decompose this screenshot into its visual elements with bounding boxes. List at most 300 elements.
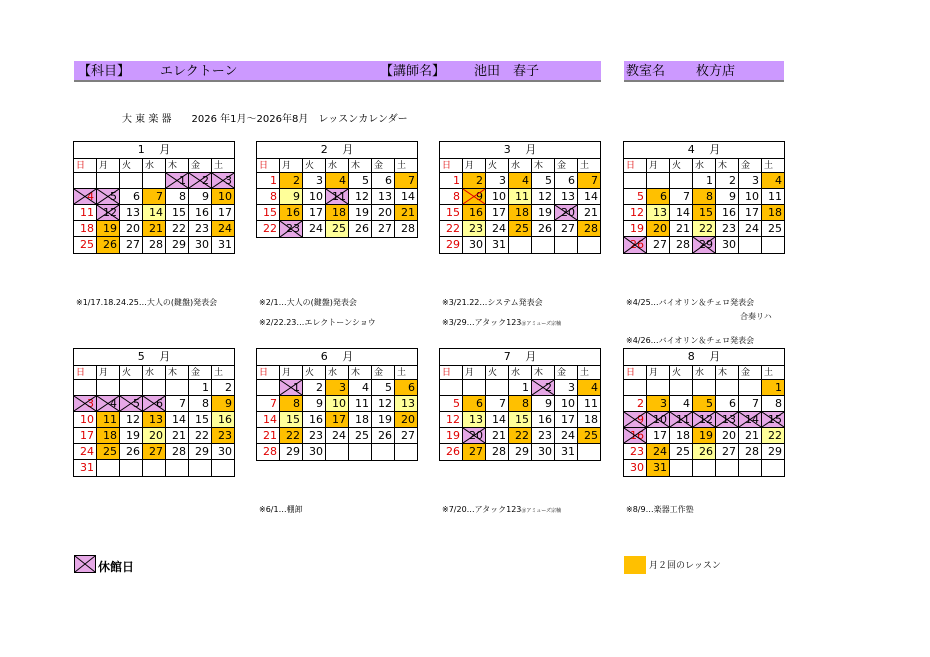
weekday-header: 火 [486, 159, 509, 173]
day-cell: 14 [395, 189, 417, 205]
day-cell: 1 [189, 380, 212, 396]
day-cell: 5 [372, 380, 395, 396]
day-cell: 26 [693, 444, 716, 460]
day-cell: 12 [372, 396, 395, 412]
subject-label: 【科目】 [78, 64, 131, 79]
day-cell [120, 460, 143, 476]
day-cell: 25 [74, 237, 97, 253]
day-cell [166, 380, 189, 396]
day-cell [647, 173, 670, 189]
weekday-header: 木 [716, 159, 739, 173]
day-cell: 22 [280, 428, 303, 444]
day-cell: 11 [74, 205, 97, 221]
day-cell [440, 380, 463, 396]
weekday-header: 日 [257, 159, 280, 173]
day-cell: 14 [257, 412, 280, 428]
day-cell: 7 [739, 396, 762, 412]
day-cell: 16 [212, 412, 234, 428]
closed-day-cross [74, 396, 96, 411]
day-cell: 9 [189, 189, 212, 205]
day-cell: 18 [74, 221, 97, 237]
day-cell: 17 [486, 205, 509, 221]
day-cell: 8 [509, 396, 532, 412]
legend-closed-swatch [74, 555, 96, 573]
day-cell: 30 [189, 237, 212, 253]
day-cell: 1 [257, 173, 280, 189]
day-cell [349, 444, 372, 460]
day-cell: 3 [555, 380, 578, 396]
day-cell: 27 [395, 428, 417, 444]
day-cell: 1 [280, 380, 303, 396]
day-cell: 4 [326, 173, 349, 189]
day-cell: 26 [372, 428, 395, 444]
note-march-1: ※3/21.22…システム発表会 [442, 298, 543, 307]
day-cell: 13 [395, 396, 417, 412]
day-cell: 21 [395, 205, 417, 221]
weekday-header: 土 [395, 159, 417, 173]
closed-day-cross [143, 396, 165, 411]
day-cell: 16 [624, 428, 647, 444]
month-title: 4 月 [624, 142, 784, 159]
day-cell: 9 [463, 189, 486, 205]
day-cell: 28 [166, 444, 189, 460]
day-cell: 7 [486, 396, 509, 412]
day-cell: 5 [532, 173, 555, 189]
day-cell [670, 173, 693, 189]
month-title: 2 月 [257, 142, 417, 159]
day-cell: 5 [120, 396, 143, 412]
closed-day-cross [624, 412, 646, 427]
day-cell: 17 [74, 428, 97, 444]
day-cell: 13 [463, 412, 486, 428]
day-cell: 6 [143, 396, 166, 412]
day-cell: 31 [486, 237, 509, 253]
day-cell: 21 [578, 205, 600, 221]
day-cell: 20 [647, 221, 670, 237]
weekday-header: 日 [440, 159, 463, 173]
day-cell [120, 380, 143, 396]
weekday-header: 土 [395, 366, 417, 380]
day-cell: 3 [326, 380, 349, 396]
day-cell: 22 [693, 221, 716, 237]
day-cell: 22 [189, 428, 212, 444]
day-cell [578, 444, 600, 460]
day-cell: 13 [143, 412, 166, 428]
weekday-header: 土 [578, 366, 600, 380]
day-cell: 24 [739, 221, 762, 237]
legend-closed-label: 休館日 [98, 560, 135, 574]
day-cell: 30 [212, 444, 234, 460]
day-cell [739, 237, 762, 253]
weekday-header: 金 [372, 366, 395, 380]
closed-day-cross [647, 412, 669, 427]
weekday-header: 水 [509, 366, 532, 380]
day-cell: 27 [555, 221, 578, 237]
day-cell: 26 [120, 444, 143, 460]
day-cell: 2 [532, 380, 555, 396]
closed-day-cross [739, 412, 761, 427]
weekday-header: 日 [624, 159, 647, 173]
day-cell: 18 [578, 412, 600, 428]
day-cell: 4 [762, 173, 784, 189]
closed-day-cross [624, 237, 646, 253]
weekday-header: 木 [532, 366, 555, 380]
weekday-header: 水 [143, 366, 166, 380]
closed-day-cross [716, 412, 738, 427]
weekday-header: 火 [670, 366, 693, 380]
weekday-header: 土 [762, 366, 784, 380]
month-title: 3 月 [440, 142, 600, 159]
day-cell: 17 [555, 412, 578, 428]
day-cell: 22 [509, 428, 532, 444]
weekday-header: 木 [166, 159, 189, 173]
closed-day-cross [212, 173, 234, 188]
day-cell: 16 [280, 205, 303, 221]
day-cell: 24 [74, 444, 97, 460]
day-cell: 10 [486, 189, 509, 205]
day-cell: 19 [532, 205, 555, 221]
day-cell [762, 237, 784, 253]
day-cell: 20 [555, 205, 578, 221]
day-cell [509, 237, 532, 253]
day-cell: 30 [303, 444, 326, 460]
day-cell: 4 [349, 380, 372, 396]
day-cell [762, 460, 784, 476]
day-cell [463, 380, 486, 396]
day-cell: 24 [326, 428, 349, 444]
note-july-text: ※7/20…アタック123 [442, 505, 522, 514]
day-cell: 29 [693, 237, 716, 253]
note-april-2: 合奏リハ [740, 312, 772, 321]
day-cell [74, 380, 97, 396]
day-cell: 26 [440, 444, 463, 460]
day-cell: 11 [578, 396, 600, 412]
closed-day-cross [693, 412, 715, 427]
note-february-1: ※2/1…大人の(鍵盤)発表会 [259, 298, 357, 307]
day-cell: 11 [509, 189, 532, 205]
note-march-2-venue: ＠アミューズ宗楠 [521, 321, 562, 327]
day-cell: 4 [74, 189, 97, 205]
day-cell: 25 [509, 221, 532, 237]
day-cell [716, 380, 739, 396]
day-cell [97, 460, 120, 476]
day-cell: 4 [578, 380, 600, 396]
month-calendar [439, 348, 601, 461]
closed-day-cross [97, 205, 119, 220]
day-cell: 28 [486, 444, 509, 460]
day-cell: 24 [486, 221, 509, 237]
day-cell: 13 [372, 189, 395, 205]
day-cell: 18 [349, 412, 372, 428]
day-cell: 15 [509, 412, 532, 428]
day-cell: 20 [395, 412, 417, 428]
weekday-header: 水 [326, 366, 349, 380]
weekday-header: 水 [143, 159, 166, 173]
day-cell: 26 [97, 237, 120, 253]
day-cell: 24 [303, 221, 326, 237]
day-cell: 22 [166, 221, 189, 237]
day-cell: 28 [143, 237, 166, 253]
day-cell: 29 [280, 444, 303, 460]
day-cell: 29 [762, 444, 784, 460]
weekday-header: 木 [349, 159, 372, 173]
day-cell: 24 [647, 444, 670, 460]
day-cell: 19 [693, 428, 716, 444]
day-cell: 13 [647, 205, 670, 221]
day-cell [670, 460, 693, 476]
weekday-header: 日 [440, 366, 463, 380]
day-cell: 2 [716, 173, 739, 189]
weekday-header: 月 [280, 159, 303, 173]
day-cell: 2 [303, 380, 326, 396]
closed-day-cross [280, 221, 302, 237]
day-cell: 16 [716, 205, 739, 221]
weekday-header: 月 [280, 366, 303, 380]
weekday-header: 金 [739, 159, 762, 173]
day-cell: 14 [670, 205, 693, 221]
day-cell: 8 [693, 189, 716, 205]
weekday-header: 月 [97, 366, 120, 380]
weekday-header: 水 [509, 159, 532, 173]
day-cell: 23 [303, 428, 326, 444]
day-cell: 2 [280, 173, 303, 189]
day-cell: 5 [624, 189, 647, 205]
closed-day-cross [74, 189, 96, 204]
day-cell: 30 [532, 444, 555, 460]
day-cell: 18 [509, 205, 532, 221]
day-cell: 12 [120, 412, 143, 428]
weekday-header: 水 [693, 366, 716, 380]
weekday-header: 木 [532, 159, 555, 173]
day-cell: 12 [97, 205, 120, 221]
closed-day-cross [463, 428, 485, 443]
weekday-header: 木 [166, 366, 189, 380]
day-cell: 29 [509, 444, 532, 460]
day-cell: 7 [670, 189, 693, 205]
day-cell: 25 [670, 444, 693, 460]
day-cell: 9 [280, 189, 303, 205]
month-title: 1 月 [74, 142, 234, 159]
day-cell: 4 [509, 173, 532, 189]
day-cell: 25 [762, 221, 784, 237]
month-title: 8 月 [624, 349, 784, 366]
day-cell: 6 [395, 380, 417, 396]
day-cell [693, 380, 716, 396]
day-cell: 28 [670, 237, 693, 253]
day-cell [716, 460, 739, 476]
day-cell: 10 [555, 396, 578, 412]
day-cell: 25 [97, 444, 120, 460]
day-cell: 12 [693, 412, 716, 428]
weekday-header: 月 [463, 366, 486, 380]
day-cell: 17 [303, 205, 326, 221]
day-cell: 15 [166, 205, 189, 221]
day-cell: 20 [120, 221, 143, 237]
day-cell [212, 460, 234, 476]
day-cell: 31 [647, 460, 670, 476]
closed-day-cross [326, 189, 348, 204]
day-cell: 14 [486, 412, 509, 428]
room-label: 教室名 [626, 64, 666, 79]
day-cell: 5 [349, 173, 372, 189]
day-cell: 12 [440, 412, 463, 428]
day-cell [97, 380, 120, 396]
day-cell: 17 [212, 205, 234, 221]
day-cell: 1 [509, 380, 532, 396]
day-cell: 15 [693, 205, 716, 221]
day-cell: 17 [739, 205, 762, 221]
day-cell: 1 [693, 173, 716, 189]
day-cell: 13 [555, 189, 578, 205]
day-cell [143, 460, 166, 476]
day-cell [578, 237, 600, 253]
day-cell: 30 [463, 237, 486, 253]
day-cell: 26 [532, 221, 555, 237]
day-cell: 23 [532, 428, 555, 444]
day-cell: 27 [463, 444, 486, 460]
day-cell [120, 173, 143, 189]
day-cell: 21 [739, 428, 762, 444]
day-cell: 12 [624, 205, 647, 221]
day-cell: 2 [212, 380, 234, 396]
day-cell: 10 [212, 189, 234, 205]
legend-lesson-label: 月２回のレッスン [649, 561, 721, 571]
day-cell: 5 [97, 189, 120, 205]
weekday-header: 日 [74, 159, 97, 173]
room-bar [624, 61, 784, 82]
closed-day-cross [463, 189, 485, 204]
weekday-header: 金 [372, 159, 395, 173]
note-april-3: ※4/26…バイオリン＆チェロ発表会 [626, 336, 755, 345]
weekday-header: 月 [647, 159, 670, 173]
closed-day-cross [693, 237, 715, 253]
month-title: 5 月 [74, 349, 234, 366]
day-cell: 23 [716, 221, 739, 237]
closed-day-cross [166, 173, 188, 188]
day-cell: 15 [189, 412, 212, 428]
weekday-header: 木 [349, 366, 372, 380]
day-cell: 28 [257, 444, 280, 460]
day-cell: 14 [739, 412, 762, 428]
day-cell: 2 [624, 396, 647, 412]
day-cell: 24 [555, 428, 578, 444]
note-august: ※8/9…楽器工作塾 [626, 505, 694, 514]
day-cell: 6 [647, 189, 670, 205]
weekday-header: 金 [555, 366, 578, 380]
day-cell: 21 [486, 428, 509, 444]
day-cell: 2 [463, 173, 486, 189]
closed-day-cross [624, 428, 646, 443]
day-cell: 11 [762, 189, 784, 205]
day-cell: 27 [120, 237, 143, 253]
weekday-header: 火 [303, 159, 326, 173]
closed-day-cross [280, 380, 302, 395]
weekday-header: 月 [647, 366, 670, 380]
day-cell: 28 [739, 444, 762, 460]
day-cell: 19 [440, 428, 463, 444]
day-cell [74, 173, 97, 189]
day-cell: 28 [578, 221, 600, 237]
day-cell: 6 [463, 396, 486, 412]
note-june: ※6/1…棚卸 [259, 505, 303, 514]
day-cell: 21 [166, 428, 189, 444]
day-cell: 10 [739, 189, 762, 205]
weekday-header: 月 [463, 159, 486, 173]
day-cell: 10 [74, 412, 97, 428]
closed-day-cross [97, 396, 119, 411]
day-cell: 25 [578, 428, 600, 444]
day-cell [624, 380, 647, 396]
note-july-venue: ＠アミューズ宗楠 [521, 508, 562, 514]
weekday-header: 金 [739, 366, 762, 380]
day-cell [395, 444, 417, 460]
calendar-subtitle: 大 東 楽 器 2026 年1月～2026年8月 レッスンカレンダー [122, 114, 408, 125]
day-cell: 10 [326, 396, 349, 412]
day-cell: 11 [670, 412, 693, 428]
day-cell: 22 [257, 221, 280, 237]
day-cell: 23 [624, 444, 647, 460]
day-cell: 3 [647, 396, 670, 412]
day-cell: 1 [440, 173, 463, 189]
day-cell: 8 [257, 189, 280, 205]
day-cell: 16 [532, 412, 555, 428]
day-cell: 27 [647, 237, 670, 253]
month-title: 7 月 [440, 349, 600, 366]
day-cell: 14 [578, 189, 600, 205]
day-cell: 3 [486, 173, 509, 189]
day-cell [739, 380, 762, 396]
teacher-value: 池田 春子 [474, 64, 540, 79]
day-cell: 7 [395, 173, 417, 189]
month-calendar [256, 141, 418, 238]
day-cell: 22 [762, 428, 784, 444]
weekday-header: 火 [303, 366, 326, 380]
weekday-header: 水 [693, 159, 716, 173]
day-cell: 17 [326, 412, 349, 428]
weekday-header: 土 [762, 159, 784, 173]
day-cell: 25 [349, 428, 372, 444]
weekday-header: 木 [716, 366, 739, 380]
day-cell: 12 [349, 189, 372, 205]
day-cell: 7 [143, 189, 166, 205]
day-cell: 8 [762, 396, 784, 412]
day-cell: 31 [74, 460, 97, 476]
day-cell: 10 [303, 189, 326, 205]
day-cell: 6 [372, 173, 395, 189]
month-calendar [73, 141, 235, 254]
weekday-header: 火 [120, 366, 143, 380]
note-february-2: ※2/22.23…エレクトーンショウ [259, 318, 376, 327]
day-cell: 23 [189, 221, 212, 237]
day-cell [693, 460, 716, 476]
day-cell [166, 460, 189, 476]
day-cell: 15 [257, 205, 280, 221]
legend-lesson-swatch [624, 556, 646, 574]
weekday-header: 金 [555, 159, 578, 173]
day-cell: 3 [212, 173, 234, 189]
weekday-header: 日 [74, 366, 97, 380]
day-cell: 26 [349, 221, 372, 237]
month-calendar [439, 141, 601, 254]
day-cell: 7 [578, 173, 600, 189]
day-cell: 24 [212, 221, 234, 237]
weekday-header: 金 [189, 159, 212, 173]
day-cell: 8 [189, 396, 212, 412]
day-cell [372, 444, 395, 460]
day-cell: 31 [218, 238, 232, 251]
day-cell: 18 [326, 205, 349, 221]
day-cell: 30 [624, 460, 647, 476]
